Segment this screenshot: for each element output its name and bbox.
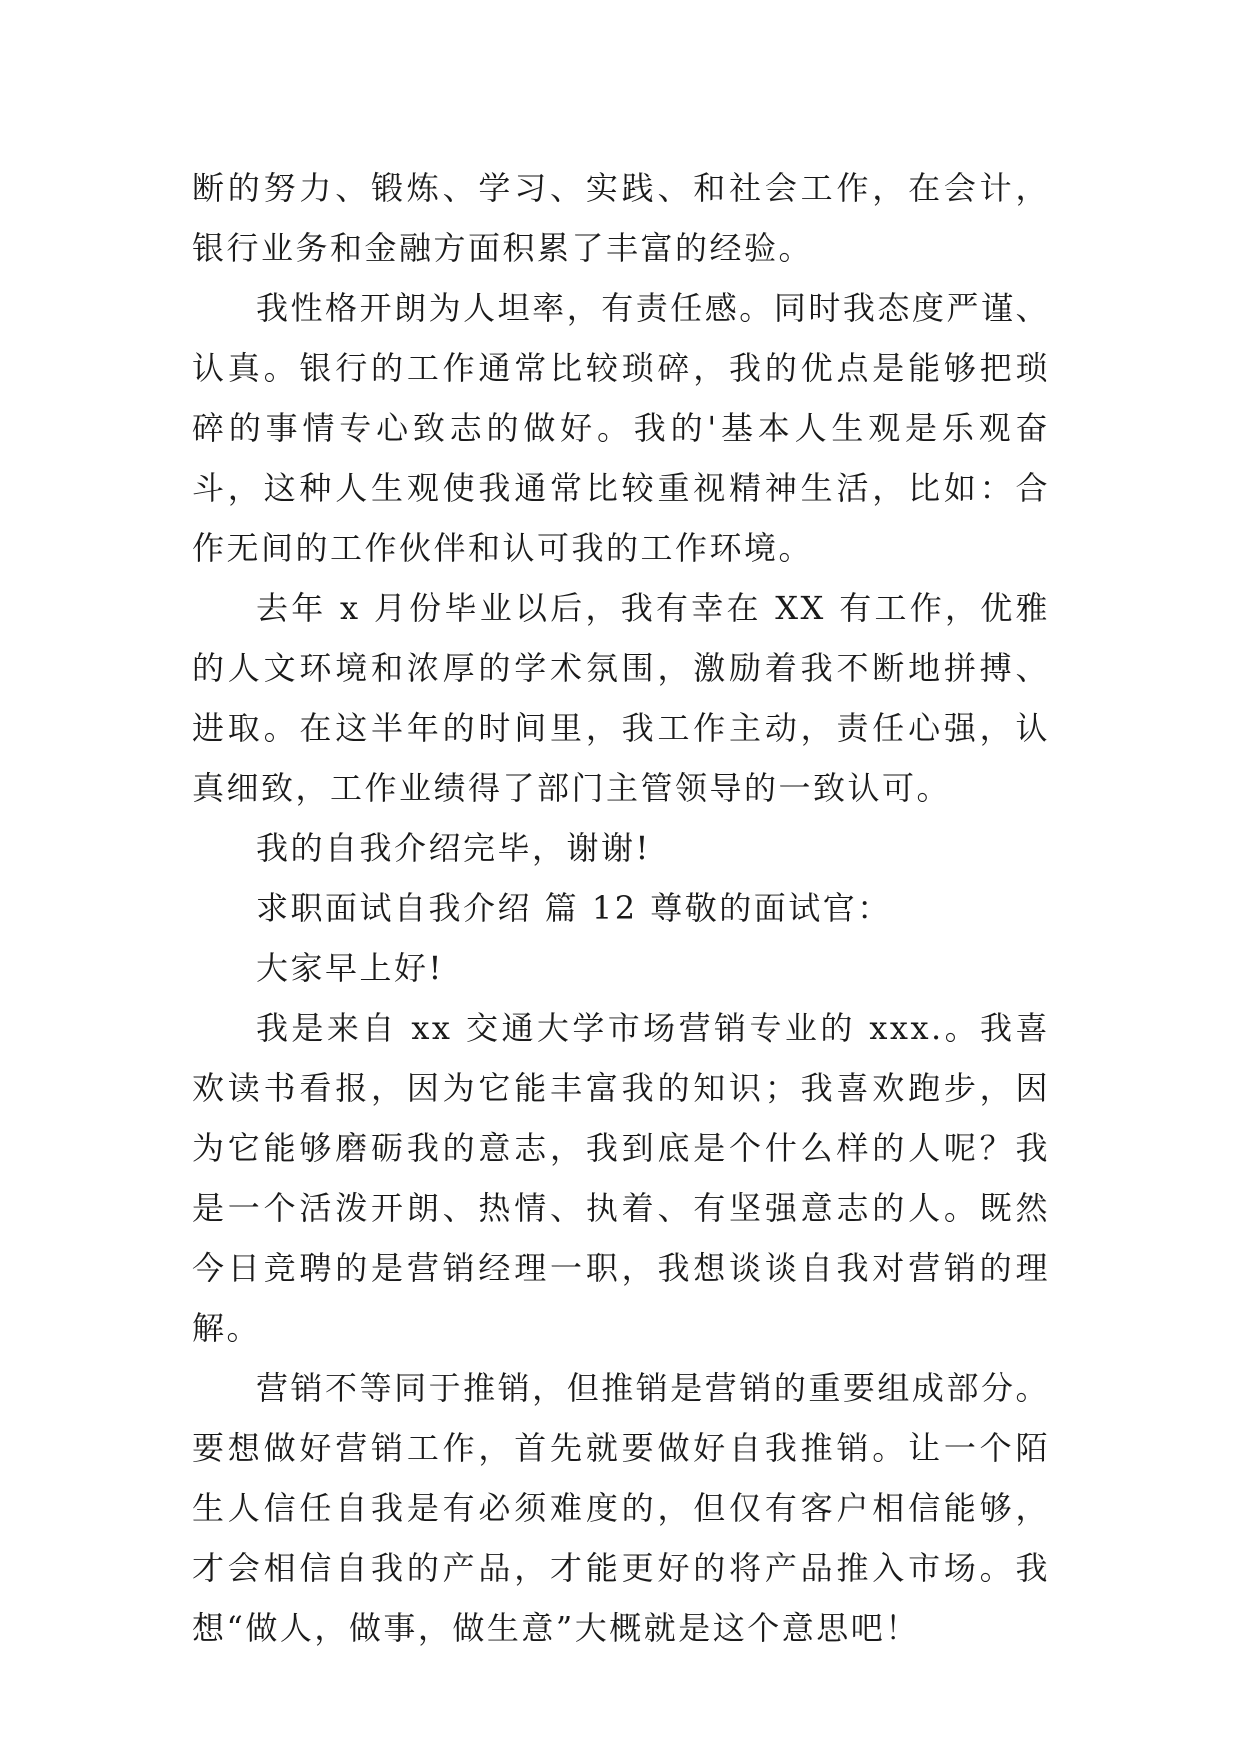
section-heading: 求职面试自我介绍 篇 12 尊敬的面试官： xyxy=(256,889,892,927)
paragraph-greeting: 大家早上好! xyxy=(256,949,444,987)
document-body xyxy=(192,158,1050,1658)
paragraph-experience: 断的努力、锻炼、学习、实践、和社会工作，在会计，银行业务和金融方面积累了丰富的经验。 xyxy=(192,169,1050,267)
paragraph-personality: 我性格开朗为人坦率，有责任感。同时我态度严谨、认真。银行的工作通常比较琐碎，我的优点是能够把琐碎的事情专心致志的做好。我的'基本人生观是乐观奋斗，这种人生观使我通常比较重视精神生活，比如：合作无间的工作伙伴和认可我的工作环境。 xyxy=(192,289,1050,567)
paragraph-closing: 我的自我介绍完毕，谢谢! xyxy=(256,829,651,867)
paragraph-introduction: 我是来自 xx 交通大学市场营销专业的 xxx.。我喜欢读书看报，因为它能丰富我的知识；我喜欢跑步，因为它能够磨砺我的意志，我到底是个什么样的人呢？我是一个活泼开朗、热情、执着、有坚强意志的人。既然今日竞聘的是营销经理一职，我想谈谈自我对营销的理解。 xyxy=(192,1009,1050,1347)
paragraph-marketing: 营销不等同于推销，但推销是营销的重要组成部分。要想做好营销工作，首先就要做好自我推销。让一个陌生人信任自我是有必须难度的，但仅有客户相信能够，才会相信自我的产品，才能更好的将产品推入市场。我想“做人，做事，做生意”大概就是这个意思吧！ xyxy=(192,1369,1050,1647)
paragraph-work-history: 去年 x 月份毕业以后，我有幸在 XX 有工作，优雅的人文环境和浓厚的学术氛围，激励着我不断地拼搏、进取。在这半年的时间里，我工作主动，责任心强，认真细致，工作业绩得了部门主管领导的一致认可。 xyxy=(192,589,1050,807)
